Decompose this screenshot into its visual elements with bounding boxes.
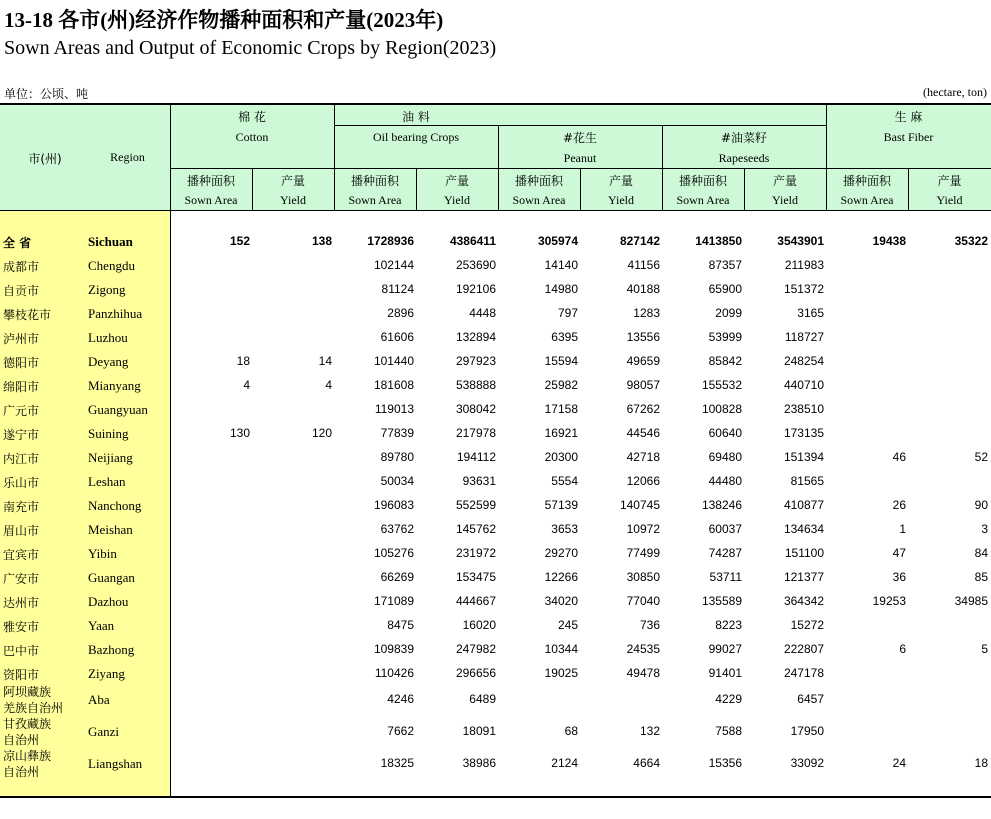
cell-value: 61606 [380, 330, 414, 344]
cell-value: 46 [892, 450, 906, 464]
header-oil-en: Oil bearing Crops [373, 130, 459, 144]
subheader-yield-en: Yield [936, 193, 963, 207]
cell-value: 67262 [626, 402, 660, 416]
cell-value: 153475 [455, 570, 496, 584]
cell-value: 192106 [455, 282, 496, 296]
region-name-en: Liangshan [88, 756, 143, 771]
table-row [0, 302, 991, 326]
header-rapeseed-en: Rapeseeds [718, 151, 770, 165]
cell-value: 26 [892, 498, 906, 512]
table-row [0, 716, 991, 748]
cell-value: 6395 [551, 330, 578, 344]
cell-value: 53999 [708, 330, 742, 344]
region-name-cn: 内江市 [3, 452, 40, 466]
subheader-yield-en: Yield [772, 193, 798, 207]
cell-value: 89780 [380, 450, 414, 464]
region-name-cn: 自治州 [3, 733, 40, 747]
cell-value: 4386411 [449, 234, 496, 248]
table-row [0, 446, 991, 470]
unit-label-cn: 单位：公顷、吨 [4, 87, 89, 101]
cell-value: 8223 [715, 618, 742, 632]
cell-value: 60037 [708, 522, 742, 536]
cell-value: 196083 [373, 498, 414, 512]
cell-value: 3 [981, 522, 988, 536]
cell-value: 81565 [790, 474, 824, 488]
region-name-en: Guangan [88, 570, 135, 585]
cell-value: 18 [974, 756, 988, 770]
rule-top [0, 103, 991, 105]
cell-value: 4 [325, 378, 332, 392]
subheader-yield-cn: 产量 [280, 174, 305, 188]
table-row [0, 374, 991, 398]
cell-value: 15272 [790, 618, 824, 632]
region-name-en: Luzhou [88, 330, 128, 345]
cell-value: 93631 [462, 474, 496, 488]
cell-value: 135589 [701, 594, 742, 608]
cell-value: 827142 [619, 234, 660, 248]
cell-value: 24 [892, 756, 906, 770]
cell-value: 181608 [373, 378, 414, 392]
subheader-area-cn: 播种面积 [678, 174, 727, 188]
cell-value: 19025 [544, 666, 578, 680]
subheader-area-en: Sown Area [676, 193, 730, 207]
region-name-en: Deyang [88, 354, 129, 369]
region-name-en: Yibin [88, 546, 117, 561]
cell-value: 4246 [387, 692, 414, 706]
region-name-cn: 达州市 [3, 596, 40, 610]
cell-value: 60640 [708, 426, 742, 440]
subheader-area-en: Sown Area [512, 193, 566, 207]
cell-value: 14 [318, 354, 332, 368]
cell-value: 296656 [455, 666, 496, 680]
region-name-cn: 遂宁市 [3, 428, 40, 442]
cell-value: 30850 [626, 570, 660, 584]
cell-value: 13556 [626, 330, 660, 344]
region-name-cn: 南充市 [3, 500, 40, 514]
subheader-area-cn: 播种面积 [514, 174, 563, 188]
header-bast-cn: 生 麻 [894, 110, 923, 124]
region-name-cn: 巴中市 [3, 644, 40, 658]
cell-value: 7662 [387, 724, 414, 738]
cell-value: 15356 [708, 756, 742, 770]
table-row [0, 326, 991, 350]
cell-value: 100828 [701, 402, 742, 416]
table-row-total [0, 230, 991, 254]
cell-value: 52 [974, 450, 988, 464]
subheader-yield-en: Yield [280, 193, 306, 207]
cell-value: 8475 [387, 618, 414, 632]
subheader-yield-cn: 产量 [937, 174, 962, 188]
cell-value: 16921 [544, 426, 578, 440]
region-name-cn: 全 省 [3, 236, 32, 250]
cell-value: 81124 [381, 282, 414, 296]
table-row [0, 748, 991, 780]
subheader-yield-cn: 产量 [444, 174, 469, 188]
subheader-yield-en: Yield [444, 193, 470, 207]
cell-value: 19253 [872, 594, 906, 608]
subheader-yield-cn: 产量 [608, 174, 633, 188]
cell-value: 152 [229, 234, 250, 248]
region-name-en: Chengdu [88, 258, 135, 273]
cell-value: 29270 [544, 546, 578, 560]
cell-value: 49659 [626, 354, 660, 368]
cell-value: 444667 [455, 594, 496, 608]
table-row [0, 494, 991, 518]
cell-value: 552599 [455, 498, 496, 512]
cell-value: 17950 [790, 724, 824, 738]
region-name-cn: 乐山市 [3, 476, 40, 490]
cell-value: 1728936 [367, 234, 414, 248]
cell-value: 68 [564, 724, 578, 738]
table-row [0, 398, 991, 422]
region-name-en: Suining [88, 426, 129, 441]
cell-value: 120 [311, 426, 332, 440]
cell-value: 65900 [708, 282, 742, 296]
cell-value: 85 [974, 570, 988, 584]
region-name-cn: 凉山彝族 [3, 749, 52, 763]
cell-value: 34020 [544, 594, 578, 608]
table-row [0, 278, 991, 302]
cell-value: 33092 [790, 756, 824, 770]
cell-value: 15594 [544, 354, 578, 368]
table-row [0, 422, 991, 446]
region-name-en: Ganzi [88, 724, 120, 739]
cell-value: 247178 [783, 666, 824, 680]
cell-value: 364342 [783, 594, 824, 608]
cell-value: 173135 [783, 426, 824, 440]
cell-value: 5554 [551, 474, 578, 488]
table-row [0, 638, 991, 662]
cell-value: 7588 [715, 724, 742, 738]
region-name-cn: 攀枝花市 [3, 308, 52, 322]
subheader-area-en: Sown Area [840, 193, 894, 207]
cell-value: 40188 [626, 282, 660, 296]
region-name-en: Aba [88, 692, 110, 707]
cell-value: 155532 [701, 378, 742, 392]
cell-value: 98057 [626, 378, 660, 392]
header-bast-en: Bast Fiber [883, 130, 934, 144]
cell-value: 53711 [709, 570, 742, 584]
cell-value: 2896 [387, 306, 414, 320]
cell-value: 10972 [626, 522, 660, 536]
table-row [0, 590, 991, 614]
region-name-cn: 绵阳市 [3, 380, 40, 394]
cell-value: 5 [981, 642, 988, 656]
subheader-area-en: Sown Area [348, 193, 402, 207]
header-oil-cn: 油 料 [402, 110, 430, 124]
cell-value: 90 [974, 498, 988, 512]
cell-value: 110426 [374, 666, 414, 680]
region-name-cn: 阿坝藏族 [3, 685, 52, 699]
cell-value: 797 [557, 306, 578, 320]
cell-value: 14980 [544, 282, 578, 296]
header-peanut-cn: #花生 [562, 131, 598, 145]
cell-value: 132894 [455, 330, 496, 344]
cell-value: 12266 [544, 570, 578, 584]
header-rapeseed-cn: #油菜籽 [720, 131, 768, 145]
cell-value: 14140 [544, 258, 578, 272]
cell-value: 25982 [544, 378, 578, 392]
cell-value: 69480 [708, 450, 742, 464]
cell-value: 3165 [797, 306, 824, 320]
region-name-cn: 雅安市 [3, 620, 40, 634]
cell-value: 77839 [380, 426, 414, 440]
cell-value: 99027 [708, 642, 742, 656]
table-row [0, 254, 991, 278]
cell-value: 4229 [715, 692, 742, 706]
cell-value: 34985 [954, 594, 988, 608]
cell-value: 140745 [619, 498, 660, 512]
rule-bottom [0, 796, 991, 798]
region-name-en: Ziyang [88, 666, 125, 681]
cell-value: 297923 [455, 354, 496, 368]
region-name-en: Zigong [88, 282, 126, 297]
cell-value: 248254 [783, 354, 824, 368]
cell-value: 151372 [783, 282, 824, 296]
cell-value: 211983 [784, 258, 824, 272]
cell-value: 538888 [455, 378, 496, 392]
cell-value: 87357 [708, 258, 742, 272]
header-peanut-en: Peanut [563, 151, 597, 165]
cell-value: 18091 [462, 724, 496, 738]
region-name-en: Mianyang [88, 378, 141, 393]
region-name-cn: 德阳市 [3, 356, 40, 370]
region-name-en: Leshan [88, 474, 126, 489]
cell-value: 245 [557, 618, 578, 632]
cell-value: 2099 [715, 306, 742, 320]
cell-value: 2124 [551, 756, 578, 770]
cell-value: 130 [229, 426, 250, 440]
cell-value: 20300 [544, 450, 578, 464]
cell-value: 101440 [373, 354, 414, 368]
cell-value: 10344 [544, 642, 578, 656]
cell-value: 42718 [626, 450, 660, 464]
region-name-en: Guangyuan [88, 402, 148, 417]
header-region-en: Region [110, 150, 145, 164]
header-cotton-cn: 棉 花 [238, 110, 266, 124]
cell-value: 63762 [380, 522, 414, 536]
cell-value: 18325 [380, 756, 414, 770]
table-row [0, 662, 991, 686]
cell-value: 253690 [455, 258, 496, 272]
cell-value: 77499 [626, 546, 660, 560]
cell-value: 12066 [626, 474, 660, 488]
cell-value: 4 [243, 378, 250, 392]
cell-value: 138246 [701, 498, 742, 512]
cell-value: 238510 [783, 402, 824, 416]
cell-value: 44480 [708, 474, 742, 488]
table-title-cn: 13-18 各市(州)经济作物播种面积和产量(2023年) [4, 8, 444, 32]
region-name-cn: 眉山市 [3, 524, 40, 538]
cell-value: 118727 [784, 330, 824, 344]
table-row [0, 684, 991, 716]
region-name-cn: 泸州市 [3, 332, 40, 346]
cell-value: 119013 [374, 402, 414, 416]
cell-value: 194112 [456, 450, 496, 464]
cell-value: 145762 [455, 522, 496, 536]
subheader-area-cn: 播种面积 [842, 174, 891, 188]
region-name-en: Nanchong [88, 498, 142, 513]
region-name-en: Panzhihua [88, 306, 143, 321]
cell-value: 47 [892, 546, 906, 560]
cell-value: 151394 [783, 450, 824, 464]
cell-value: 49478 [626, 666, 660, 680]
subheader-area-en: Sown Area [184, 193, 238, 207]
table-row [0, 614, 991, 638]
cell-value: 736 [639, 618, 660, 632]
cell-value: 77040 [626, 594, 660, 608]
subheader-area-cn: 播种面积 [186, 174, 235, 188]
region-name-cn: 甘孜藏族 [3, 717, 52, 731]
cell-value: 3543901 [777, 234, 824, 248]
region-name-cn: 自贡市 [3, 284, 40, 298]
cell-value: 16020 [462, 618, 496, 632]
table-row [0, 350, 991, 374]
cell-value: 222807 [783, 642, 824, 656]
cell-value: 109839 [373, 642, 414, 656]
region-name-cn: 广安市 [3, 572, 40, 586]
cell-value: 305974 [537, 234, 578, 248]
region-name-cn: 羌族自治州 [3, 701, 64, 715]
table-title-en: Sown Areas and Output of Economic Crops by Region(2023) [4, 37, 497, 59]
cell-value: 4448 [469, 306, 496, 320]
subheader-yield-en: Yield [608, 193, 634, 207]
subheader-yield-cn: 产量 [772, 174, 797, 188]
cell-value: 19438 [872, 234, 906, 248]
cell-value: 84 [974, 546, 988, 560]
rule-group [334, 125, 826, 126]
cell-value: 50034 [380, 474, 414, 488]
cell-value: 121377 [783, 570, 824, 584]
cell-value: 134634 [783, 522, 824, 536]
table-row [0, 566, 991, 590]
header-cotton-en: Cotton [235, 130, 269, 144]
rule-header-bottom [0, 210, 991, 211]
cell-value: 74287 [708, 546, 742, 560]
cell-value: 17158 [544, 402, 578, 416]
cell-value: 440710 [783, 378, 824, 392]
cell-value: 6457 [797, 692, 824, 706]
region-name-en: Yaan [88, 618, 115, 633]
cell-value: 132 [639, 724, 660, 738]
cell-value: 41156 [627, 258, 660, 272]
cell-value: 308042 [455, 402, 496, 416]
cell-value: 24535 [626, 642, 660, 656]
region-name-en: Bazhong [88, 642, 135, 657]
cell-value: 44546 [626, 426, 660, 440]
cell-value: 231972 [455, 546, 496, 560]
region-name-cn: 资阳市 [3, 668, 40, 682]
cell-value: 6 [899, 642, 906, 656]
cell-value: 138 [311, 234, 332, 248]
unit-label-en: (hectare, ton) [923, 85, 987, 99]
table-row [0, 542, 991, 566]
cell-value: 171089 [373, 594, 414, 608]
cell-value: 18 [236, 354, 250, 368]
header-city-cn: 市(州) [28, 152, 62, 166]
cell-value: 85842 [708, 354, 742, 368]
region-name-cn: 宜宾市 [3, 548, 40, 562]
cell-value: 247982 [455, 642, 496, 656]
cell-value: 1 [899, 522, 906, 536]
cell-value: 36 [892, 570, 906, 584]
cell-value: 91401 [708, 666, 742, 680]
cell-value: 151100 [784, 546, 824, 560]
region-name-cn: 广元市 [3, 404, 40, 418]
cell-value: 3653 [551, 522, 578, 536]
cell-value: 6489 [469, 692, 496, 706]
cell-value: 66269 [380, 570, 414, 584]
cell-value: 410877 [783, 498, 824, 512]
subheader-area-cn: 播种面积 [350, 174, 399, 188]
cell-value: 4664 [633, 756, 660, 770]
region-name-en: Sichuan [88, 234, 133, 249]
cell-value: 35322 [954, 234, 988, 248]
cell-value: 38986 [462, 756, 496, 770]
table-row [0, 470, 991, 494]
table-row [0, 518, 991, 542]
cell-value: 217978 [455, 426, 496, 440]
cell-value: 57139 [544, 498, 578, 512]
cell-value: 102144 [373, 258, 414, 272]
region-name-en: Dazhou [88, 594, 129, 609]
region-name-cn: 自治州 [3, 765, 40, 779]
region-name-en: Meishan [88, 522, 133, 537]
cell-value: 1283 [633, 306, 660, 320]
region-name-en: Neijiang [88, 450, 133, 465]
cell-value: 105276 [373, 546, 414, 560]
region-name-cn: 成都市 [3, 260, 40, 274]
cell-value: 1413850 [695, 234, 742, 248]
